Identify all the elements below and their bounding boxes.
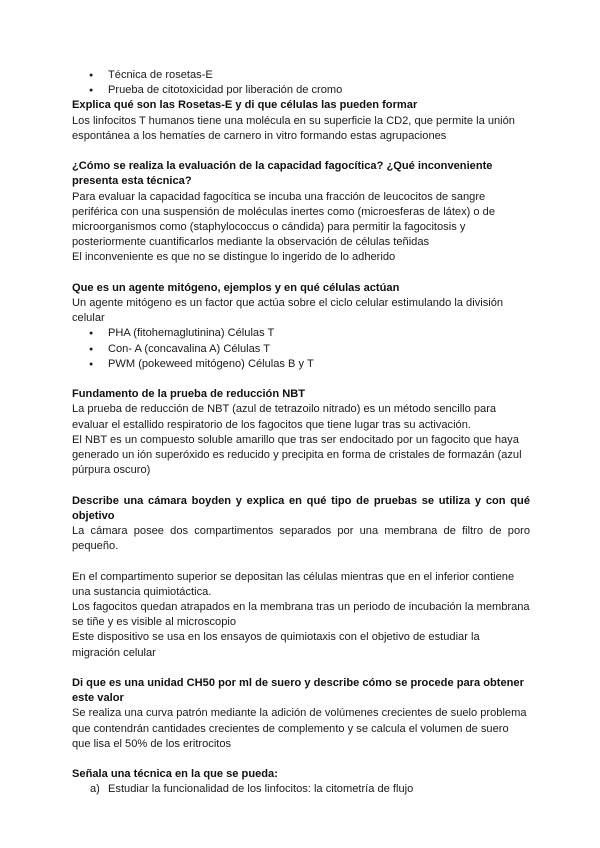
list-item-text: Estudiar la funcionalidad de los linfocitos: la citometría de flujo — [108, 783, 414, 796]
mitogeno-list — [72, 326, 530, 372]
rosetas-text: Los linfocitos T humanos tiene una molécula en su superficie la CD2, que permite la unión espontánea a los hematíes de carnero in vitro formando estas agrupaciones — [72, 114, 515, 142]
ch50-text: Se realiza una curva patrón mediante la adición de volúmenes crecientes de suelo problema que contendrán cantidades crecientes de complemento y se calcula el volumen de suero que lisa el 50% de los eritrocitos — [72, 707, 527, 750]
rosetas-heading: Explica qué son las Rosetas-E y di que células las pueden formar — [72, 99, 418, 112]
list-item: ● Técnica de rosetas-E — [72, 68, 530, 83]
fagocitica-inconveniente: El inconveniente es que no se distingue lo ingerido de lo adherido — [72, 251, 396, 264]
mitogeno-text: Un agente mitógeno es un factor que actúa sobre el ciclo celular estimulando la división celular — [72, 297, 504, 325]
fagocitica-heading: ¿Cómo se realiza la evaluación de la capacidad fagocítica? ¿Qué inconveniente presenta esta técnica? — [72, 160, 493, 188]
boyden-text-3: Los fagocitos quedan atrapados en la membrana tras un periodo de incubación la membrana se tiñe y es visible al microscopio — [72, 601, 530, 629]
list-item: ● PWM (pokeweed mitógeno) Células B y T — [72, 357, 530, 372]
ch50-heading: Di que es una unidad CH50 por ml de suero y describe cómo se procede para obtener este valor — [72, 677, 524, 705]
fagocitica-text: Para evaluar la capacidad fagocítica se incuba una fracción de leucocitos de sangre periférica con una suspensión de moléculas inertes como (microesferas de látex) o de microorganismos como (staphylococcus o cándida) para permitir la fagocitosis y posteriormente cuantificarlos mediante la observación de células teñidas — [72, 190, 496, 249]
list-item: ● Con- A (concavalina A) Células T — [72, 342, 530, 357]
nbt-heading: Fundamento de la prueba de reducción NBT — [72, 388, 305, 401]
list-item: ● PHA (fitohemaglutinina) Células T — [72, 326, 530, 341]
list-item: ● Prueba de citotoxicidad por liberación de cromo — [72, 83, 530, 98]
tecnica-heading: Señala una técnica en la que se pueda: — [72, 768, 278, 781]
list-marker: a) — [90, 783, 100, 796]
boyden-text-1: La cámara posee dos compartimentos separados por una membrana de filtro de poro pequeño. — [72, 525, 530, 553]
list-item — [72, 782, 530, 797]
boyden-heading: Describe una cámara boyden y explica en qué tipo de pruebas se utiliza y con qué objetivo — [72, 494, 530, 522]
boyden-text-4: Este dispositivo se usa en los ensayos de quimiotaxis con el objetivo de estudiar la migración celular — [72, 631, 480, 659]
boyden-text-2: En el compartimento superior se depositan las células mientras que en el inferior contiene una sustancia quimiotáctica. — [72, 570, 515, 598]
nbt-text-1: La prueba de reducción de NBT (azul de tetrazoilo nitrado) es un método sencillo para evaluar el estallido respiratorio de los fagocitos que tiene lugar tras su activación. — [72, 403, 497, 431]
intro-bullet-list — [72, 68, 530, 98]
tecnica-list — [72, 782, 530, 797]
mitogeno-heading: Que es un agente mitógeno, ejemplos y en qué células actúan — [72, 281, 400, 294]
nbt-text-2: El NBT es un compuesto soluble amarillo que tras ser endocitado por un fagocito que haya generado un ión superóxido es reducido y precipita en forma de cristales de formazán (azul púrpura oscuro) — [72, 433, 522, 477]
